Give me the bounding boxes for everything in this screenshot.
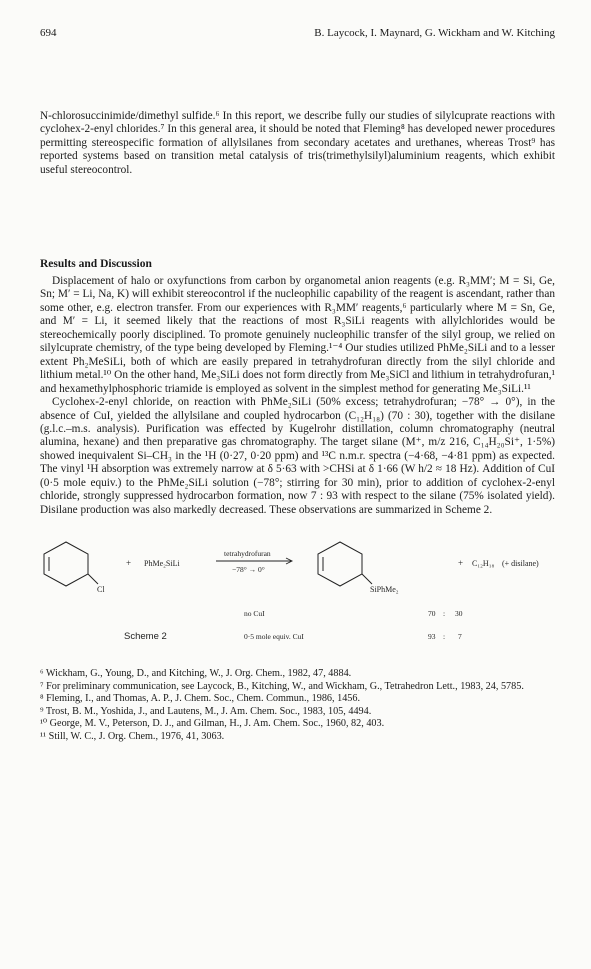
page-number: 694	[40, 27, 57, 39]
byproduct-label: C₁₂H₁₈	[472, 559, 495, 568]
condition-label-1: no CuI	[244, 609, 265, 618]
condition-label-2: 0·5 mole equiv. CuI	[244, 632, 304, 641]
temperature-label: −78° → 0°	[232, 565, 265, 574]
ratio-separator-2: :	[443, 632, 446, 641]
footnote-8: ⁸ Fleming, I., and Thomas, A. P., J. Chem. Soc., Chem. Commun., 1986, 1456.	[40, 693, 361, 705]
chloride-label: Cl	[97, 585, 105, 594]
footnote-9: ⁹ Trost, B. M., Yoshida, J., and Lautens, M., J. Am. Chem. Soc., 1983, 105, 4494.	[40, 705, 372, 717]
scheme-svg	[40, 538, 555, 648]
scheme-2-figure	[40, 538, 555, 648]
intro-section	[40, 110, 555, 177]
results-section	[40, 275, 555, 517]
intro-paragraph: N-chlorosuccinimide/dimethyl sulfide.⁶ In this report, we describe fully our studies of silylcuprate reactions with cyclohex-2-enyl chlorides.⁷ In this general area, it should be noted that Fleming⁸ has developed newer procedures permitting stereospecific formation of allylsilanes from secondary acetates and urethanes, whereas Trost⁹ has reported systems based on transition metal catalysis of tris(trimethylsilyl)aluminium reagents, which exhibit useful stereocontrol.	[40, 110, 555, 176]
ratio-product-1: 70	[428, 609, 436, 618]
footnote-7: ⁷ For preliminary communication, see Laycock, B., Kitching, W., and Wickham, G., Tetrahedron Lett., 1983, 24, 5785.	[40, 680, 524, 692]
results-paragraph-1: Displacement of halo or oxyfunctions from carbon by organometal anion reagents (e.g. R₃MM′; M = Si, Ge, Sn; M′ = Li, Na, K) will exhibit stereocontrol if the nucleophilic capability of the reagent is ascendant, rather than some other, e.g. electron transfer. From our experiences with R₃MM′ reagents,⁶ particularly where M = Sn, Ge, and M′ = Li, it seemed likely that the reactions of most R₃SiLi reagents with allylchlorides would be stereochemically poorly disciplined. To promote genuinely nucleophilic transfer of the silyl group, we relied on silylcuprate chemistry, of the type being developed by Fleming.¹⁻⁴ Our studies utilized PhMe₂SiLi and to a lesser extent Ph₂MeSiLi, both of which are easily prepared in tetrahydrofuran directly from the silyl chloride and lithium metal.¹⁰ On the other hand, Me₃SiLi does not form directly from Me₃SiCl and lithium in tetrahydrofuran,¹ and hexamethylphosphoric triamide is employed as solvent in the simplest method for generating Me₃SiLi.¹¹	[40, 275, 555, 395]
footnote-11: ¹¹ Still, W. C., J. Org. Chem., 1976, 41, 3063.	[40, 730, 225, 742]
ratio-product-2: 93	[428, 632, 436, 641]
ratio-separator-1: :	[443, 609, 446, 618]
footnote-6: ⁶ Wickham, G., Young, D., and Kitching, W., J. Org. Chem., 1982, 47, 4884.	[40, 668, 352, 679]
plus-sign-1: +	[126, 558, 132, 568]
reagent-label: PhMe₂SiLi	[144, 559, 180, 568]
disilane-note: (+ disilane)	[502, 559, 539, 568]
cyclohexenyl-chloride-structure	[44, 542, 98, 586]
scheme-label: Scheme 2	[124, 631, 167, 642]
solvent-label: tetrahydrofuran	[224, 549, 271, 558]
allylsilane-structure	[318, 542, 372, 586]
ratio-byproduct-1: 30	[455, 609, 463, 618]
footnote-10: ¹⁰ George, M. V., Peterson, D. J., and Gilman, H., J. Am. Chem. Soc., 1960, 82, 403.	[40, 718, 385, 730]
ratio-byproduct-2: 7	[458, 632, 462, 641]
footnotes	[40, 668, 555, 744]
section-heading: Results and Discussion	[40, 258, 152, 270]
reaction-arrow	[216, 558, 292, 564]
plus-sign-2: +	[458, 558, 464, 568]
silyl-group-label: SiPhMe₂	[370, 585, 399, 594]
running-head-authors: B. Laycock, I. Maynard, G. Wickham and W. Kitching	[314, 27, 555, 39]
results-paragraph-2: Cyclohex-2-enyl chloride, on reaction with PhMe₂SiLi (50% excess; tetrahydrofuran; −78° → 0°), in the absence of CuI, yielded the allylsilane and coupled hydrocarbon (C₁₂H₁₈) (70 : 30), together with the disilane (g.l.c.–m.s. analysis). Purification was effected by Kugelrohr distillation, column chromatography (neutral alumina, hexane) and then preparative gas chromatography. The target silane (M⁺, m/z 216, C₁₄H₂₀Si⁺, 1·5%) showed inequivalent Si–CH₃ in the ¹H (0·27, 0·20 ppm) and ¹³C n.m.r. spectra (−4·68, −4·81 ppm) as expected. The vinyl ¹H absorption was extremely narrow at δ 5·63 with >CHSi at δ 1·66 (W h/2 ≈ 18 Hz). Addition of CuI (0·5 mole equiv.) to the PhMe₂SiLi solution (−78°; stirring for 30 min), prior to addition of cyclohex-2-enyl chloride, strongly suppressed hydrocarbon formation, now 7 : 93 with respect to the silane (75% isolated yield). Disilane production was also markedly decreased. These observations are summarized in Scheme 2.	[40, 396, 555, 516]
page-header	[40, 27, 555, 41]
